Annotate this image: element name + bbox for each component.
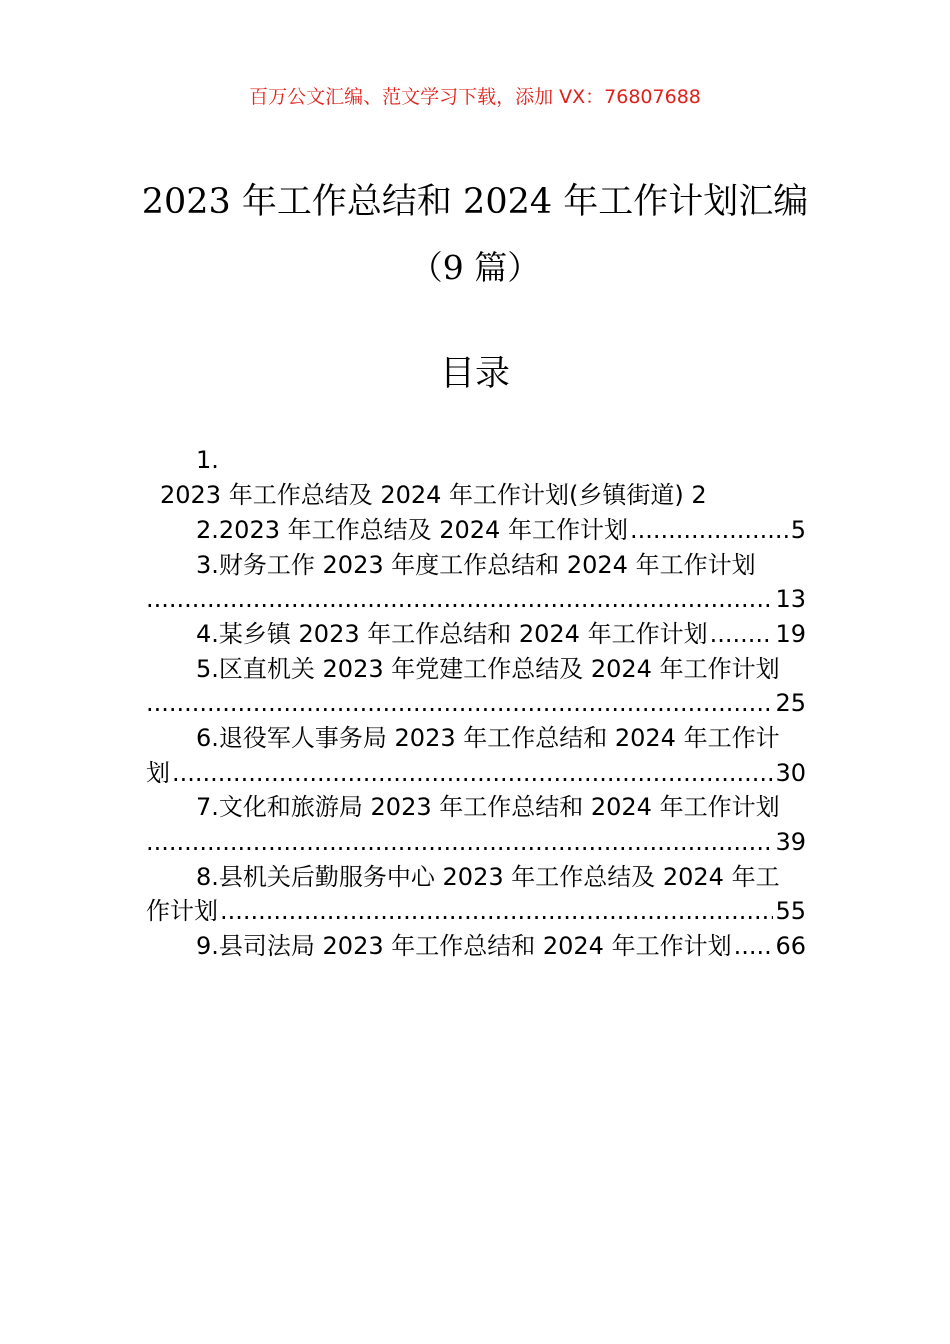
dot-leader: [172, 756, 773, 790]
toc-page-number: 30: [775, 759, 806, 787]
document-subtitle: （9 篇）: [409, 248, 541, 287]
toc-entry-7[interactable]: 7.文化和旅游局 2023 年工作总结和 2024 年工作计划: [196, 793, 780, 821]
toc-entry-3[interactable]: 3.财务工作 2023 年度工作总结和 2024 年工作计划: [196, 551, 756, 579]
dot-leader: [146, 825, 773, 859]
toc-page-number: 5: [790, 516, 806, 544]
promo-banner: 百万公文汇编、范文学习下载，添加 VX：76807688: [249, 86, 701, 108]
toc-entry-2[interactable]: [146, 513, 806, 547]
toc-entry-label: 2.2023 年工作总结及 2024 年工作计划: [196, 516, 628, 544]
toc-entry-7-leader[interactable]: [146, 825, 806, 859]
toc-entry-4[interactable]: [146, 617, 806, 651]
toc-heading: 目录: [439, 354, 510, 394]
dot-leader: [630, 513, 789, 547]
toc-page-number: 13: [775, 585, 806, 613]
toc-page-number: 19: [775, 620, 806, 648]
dot-leader: [710, 617, 774, 651]
toc-entry-1[interactable]: 2023 年工作总结及 2024 年工作计划(乡镇街道) 2: [160, 481, 707, 509]
document-title: 2023 年工作总结和 2024 年工作计划汇编: [141, 182, 809, 222]
dot-leader: [146, 686, 773, 720]
toc-entry-6[interactable]: 6.退役军人事务局 2023 年工作总结和 2024 年工作计: [196, 724, 780, 752]
dot-leader: [220, 894, 773, 928]
dot-leader: [734, 929, 774, 963]
toc-page-number: 66: [775, 932, 806, 960]
toc-entry-label: 4.某乡镇 2023 年工作总结和 2024 年工作计划: [196, 620, 708, 648]
toc-page-number: 55: [775, 897, 806, 925]
toc-entry-continuation: 作计划: [146, 897, 218, 925]
toc-entry-5[interactable]: 5.区直机关 2023 年党建工作总结及 2024 年工作计划: [196, 655, 780, 683]
toc-entry-8-leader[interactable]: [146, 894, 806, 928]
toc-entry-5-leader[interactable]: [146, 686, 806, 720]
toc-entry-continuation: 划: [146, 759, 170, 787]
toc-entry-8[interactable]: 8.县机关后勤服务中心 2023 年工作总结及 2024 年工: [196, 863, 780, 891]
toc-entry-1-number[interactable]: 1.: [196, 446, 219, 474]
toc-entry-9[interactable]: [146, 929, 806, 963]
toc-page-number: 39: [775, 828, 806, 856]
toc-entry-6-leader[interactable]: [146, 756, 806, 790]
toc-entry-label: 9.县司法局 2023 年工作总结和 2024 年工作计划: [196, 932, 732, 960]
toc-page-number: 25: [775, 689, 806, 717]
dot-leader: [146, 582, 773, 616]
toc-entry-3-leader[interactable]: [146, 582, 806, 616]
